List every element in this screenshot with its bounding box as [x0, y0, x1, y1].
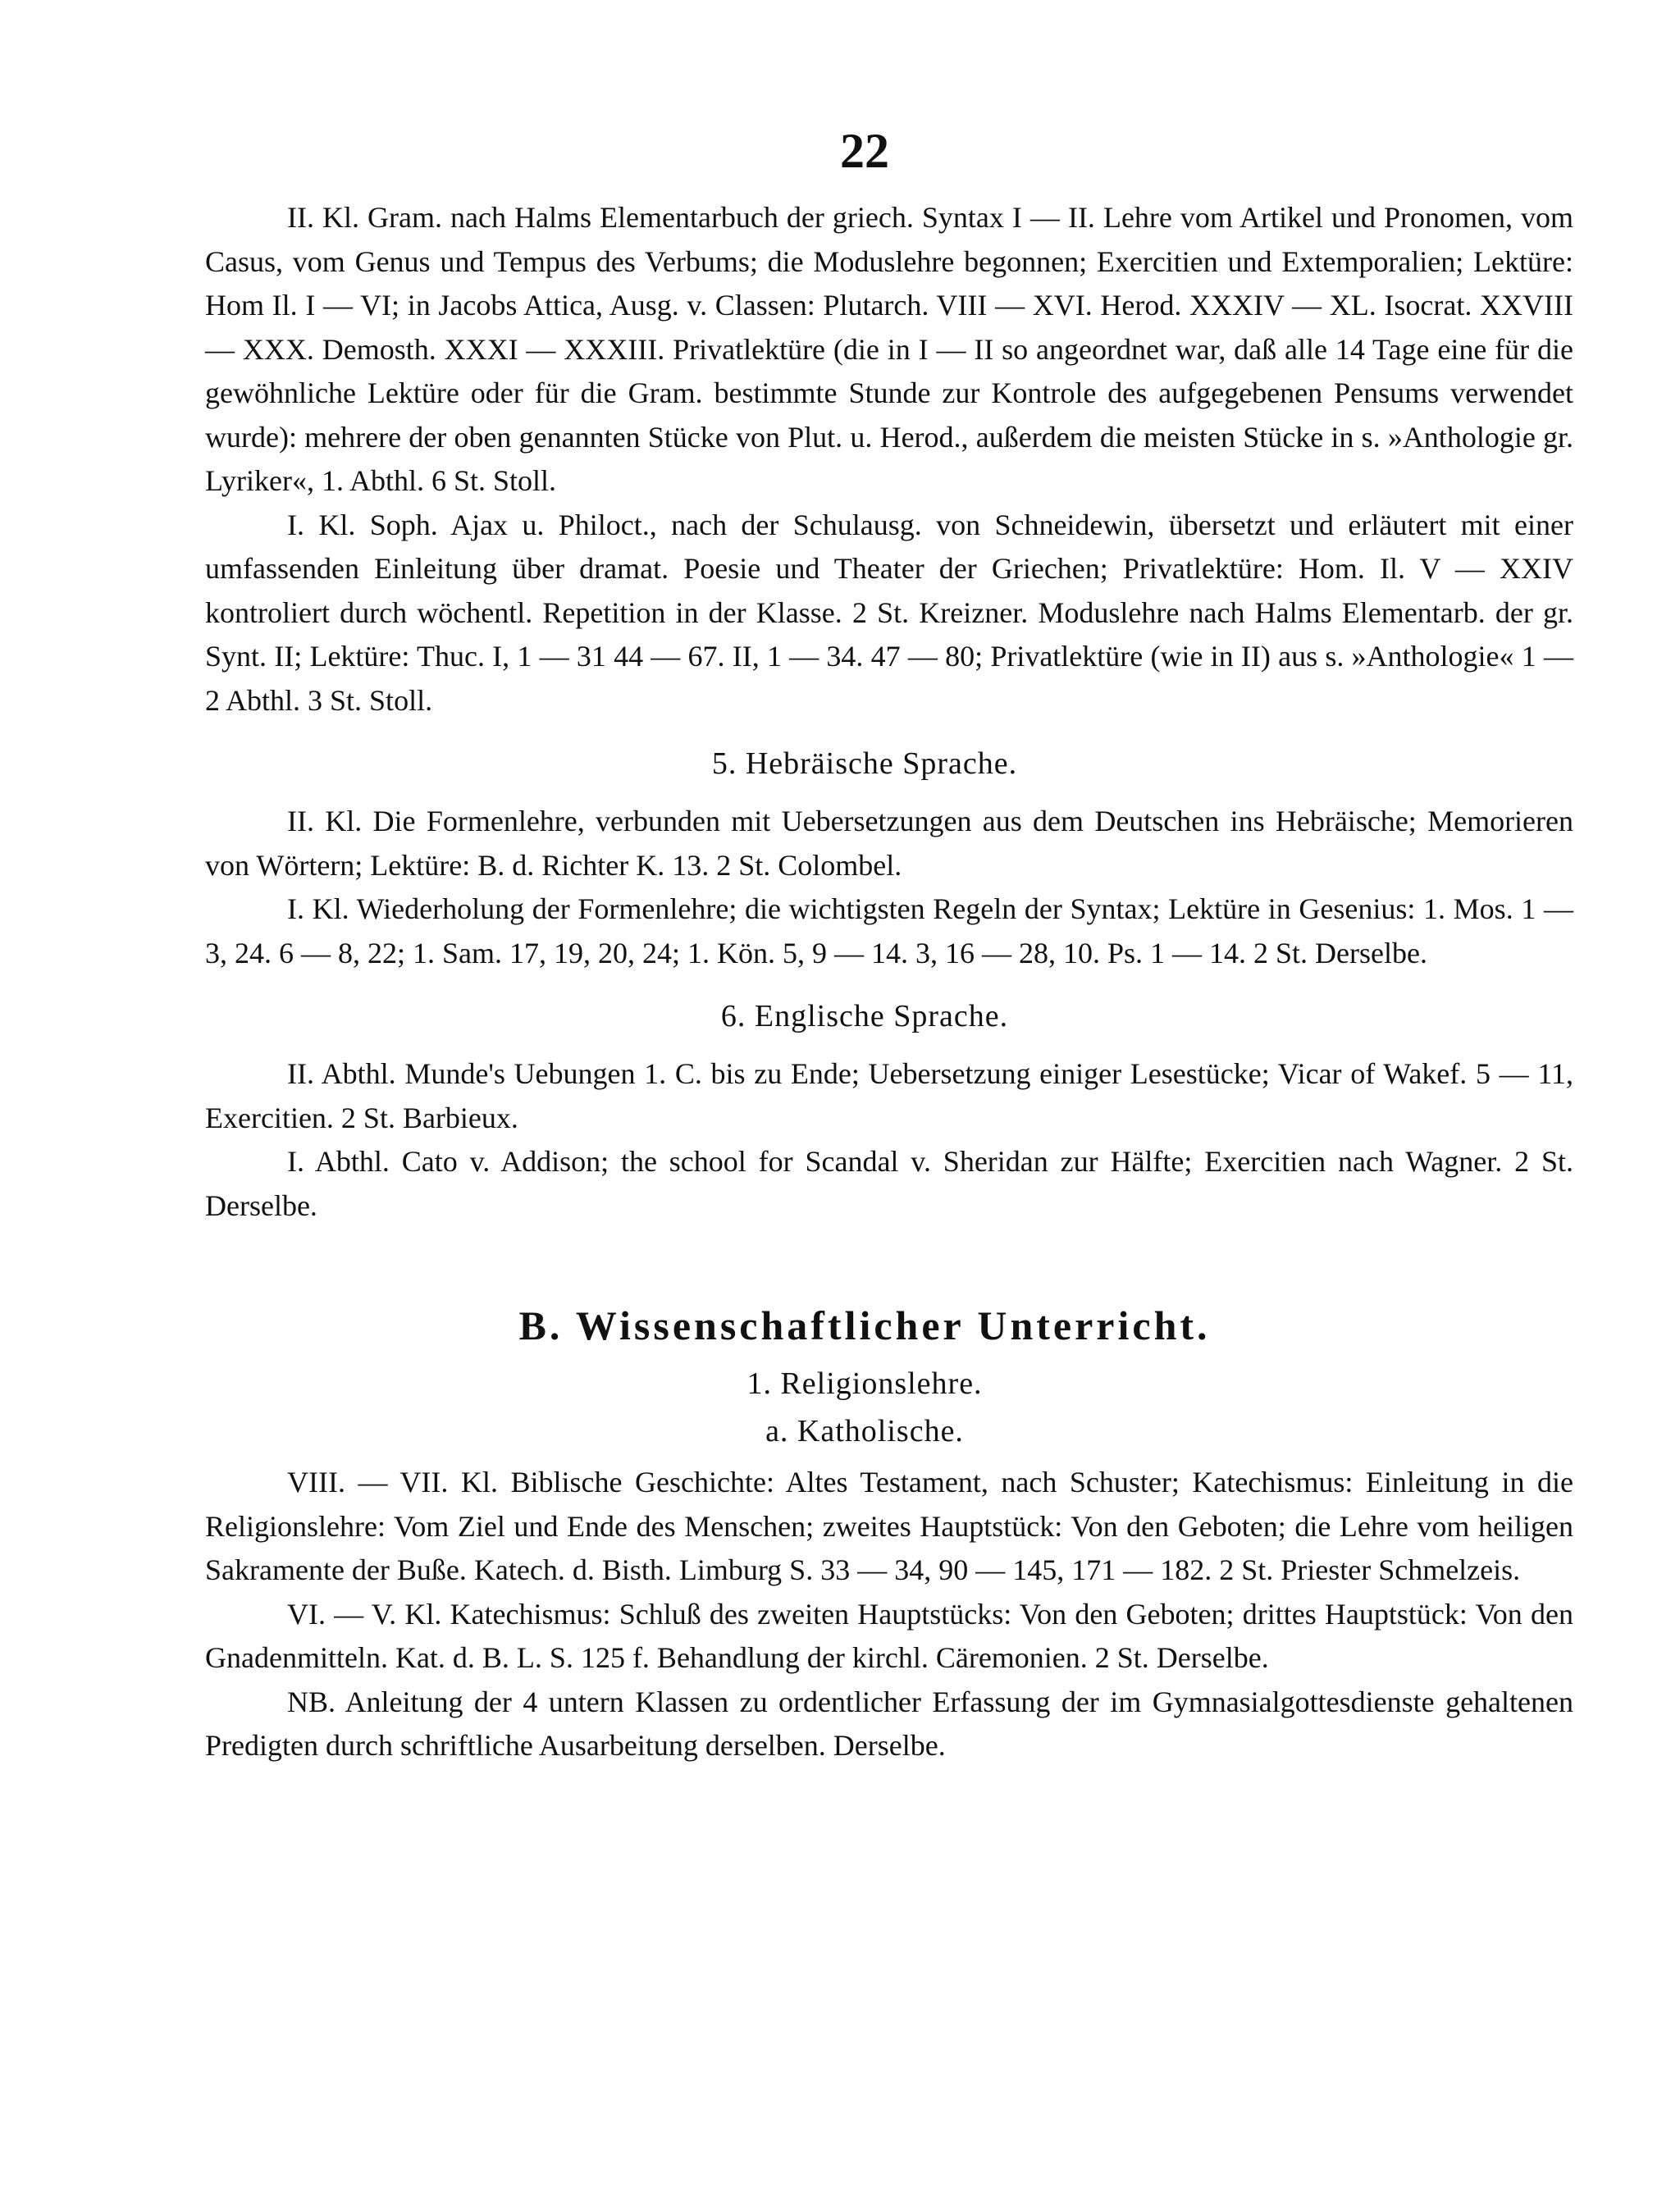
hebrew-class-i-paragraph: I. Kl. Wiederholung der Formenlehre; die wichtigsten Regeln der Syntax; Lektüre in Gesenius: 1. Mos. 1 — 3, 24. 6 — 8, 22; 1. Sam. 17, 19, 20, 24; 1. Kön. 5, 9 — 14. 3, 16 — 28, 10. Ps. 1 — 14. 2 St. Derselbe. [205, 892, 1573, 969]
religion-heading: 1. Religionslehre. [746, 1366, 983, 1401]
hebrew-heading: 5. Hebräische Sprache. [711, 746, 1018, 781]
english-class-ii-paragraph: II. Abthl. Munde's Uebungen 1. C. bis zu Ende; Uebersetzung einiger Lesestücke; Vicar of Wakef. 5 — 11, Exercitien. 2 St. Barbieux. [205, 1057, 1573, 1134]
religion-class-viii-vii-paragraph: VIII. — VII. Kl. Biblische Geschichte: Altes Testament, nach Schuster; Katechismus: Einleitung in die Religionslehre: Vom Ziel und Ende des Menschen; zweites Hauptstück: Von den Geboten; die Lehre vom heiligen Sakramente der Buße. Katech. d. Bisth. Limburg S. 33 — 34, 90 — 145, 171 — 182. 2 St. Priester Schmelzeis. [205, 1466, 1573, 1586]
religion-nb-paragraph: NB. Anleitung der 4 untern Klassen zu ordentlicher Erfassung der im Gymnasialgottesdienste gehaltenen Predigten durch schriftliche Ausarbeitung derselben. Derselbe. [205, 1685, 1573, 1762]
hebrew-class-ii-paragraph: II. Kl. Die Formenlehre, verbunden mit Uebersetzungen aus dem Deutschen ins Hebräische; Memorieren von Wörtern; Lektüre: B. d. Richter K. 13. 2 St. Colombel. [205, 805, 1573, 882]
religion-class-vi-v-paragraph: VI. — V. Kl. Katechismus: Schluß des zweiten Hauptstücks: Von den Geboten; drittes Hauptstück: Von den Gnadenmitteln. Kat. d. B. L. S. 125 f. Behandlung der kirchl. Cäremonien. 2 St. Derselbe. [205, 1597, 1573, 1674]
catholic-heading: a. Katholische. [765, 1414, 964, 1448]
page-number: 22 [840, 124, 889, 178]
science-section-title: B. Wissenschaftlicher Unterricht. [518, 1302, 1211, 1348]
greek-class-ii-paragraph: II. Kl. Gram. nach Halms Elementarbuch der griech. Syntax I — II. Lehre vom Artikel und Pronomen, vom Casus, vom Genus und Tempus des Verbums; die Moduslehre begonnen; Exercitien und Extemporalien; Lektüre: Hom Il. I — VI; in Jacobs Attica, Ausg. v. Classen: Plutarch. VIII — XVI. Herod. XXXIV — XL. Isocrat. XXVIII — XXX. Demosth. XXXI — XXXIII. Privatlektüre (die in I — II so angeordnet war, daß alle 14 Tage eine für die gewöhnliche Lektüre oder für die Gram. bestimmte Stunde zur Kontrole des aufgegebenen Pensums verwendet wurde): mehrere der oben genannten Stücke von Plut. u. Herod., außerdem die meisten Stücke in s. »Anthologie gr. Lyriker«, 1. Abthl. 6 St. Stoll. [205, 201, 1573, 497]
english-heading: 6. Englische Sprache. [720, 999, 1009, 1033]
greek-class-i-paragraph: I. Kl. Soph. Ajax u. Philoct., nach der Schulausg. von Schneidewin, übersetzt und erläutert mit einer umfassenden Einleitung über dramat. Poesie und Theater der Griechen; Privatlektüre: Hom. Il. V — XXIV kontroliert durch wöchentl. Repetition in der Klasse. 2 St. Kreizner. Moduslehre nach Halms Elementarb. der gr. Synt. II; Lektüre: Thuc. I, 1 — 31 44 — 67. II, 1 — 34. 47 — 80; Privatlektüre (wie in II) aus s. »Anthologie« 1 — 2 Abthl. 3 St. Stoll. [205, 508, 1573, 717]
english-class-i-paragraph: I. Abthl. Cato v. Addison; the school for Scandal v. Sheridan zur Hälfte; Exercitien nach Wagner. 2 St. Derselbe. [205, 1145, 1573, 1222]
